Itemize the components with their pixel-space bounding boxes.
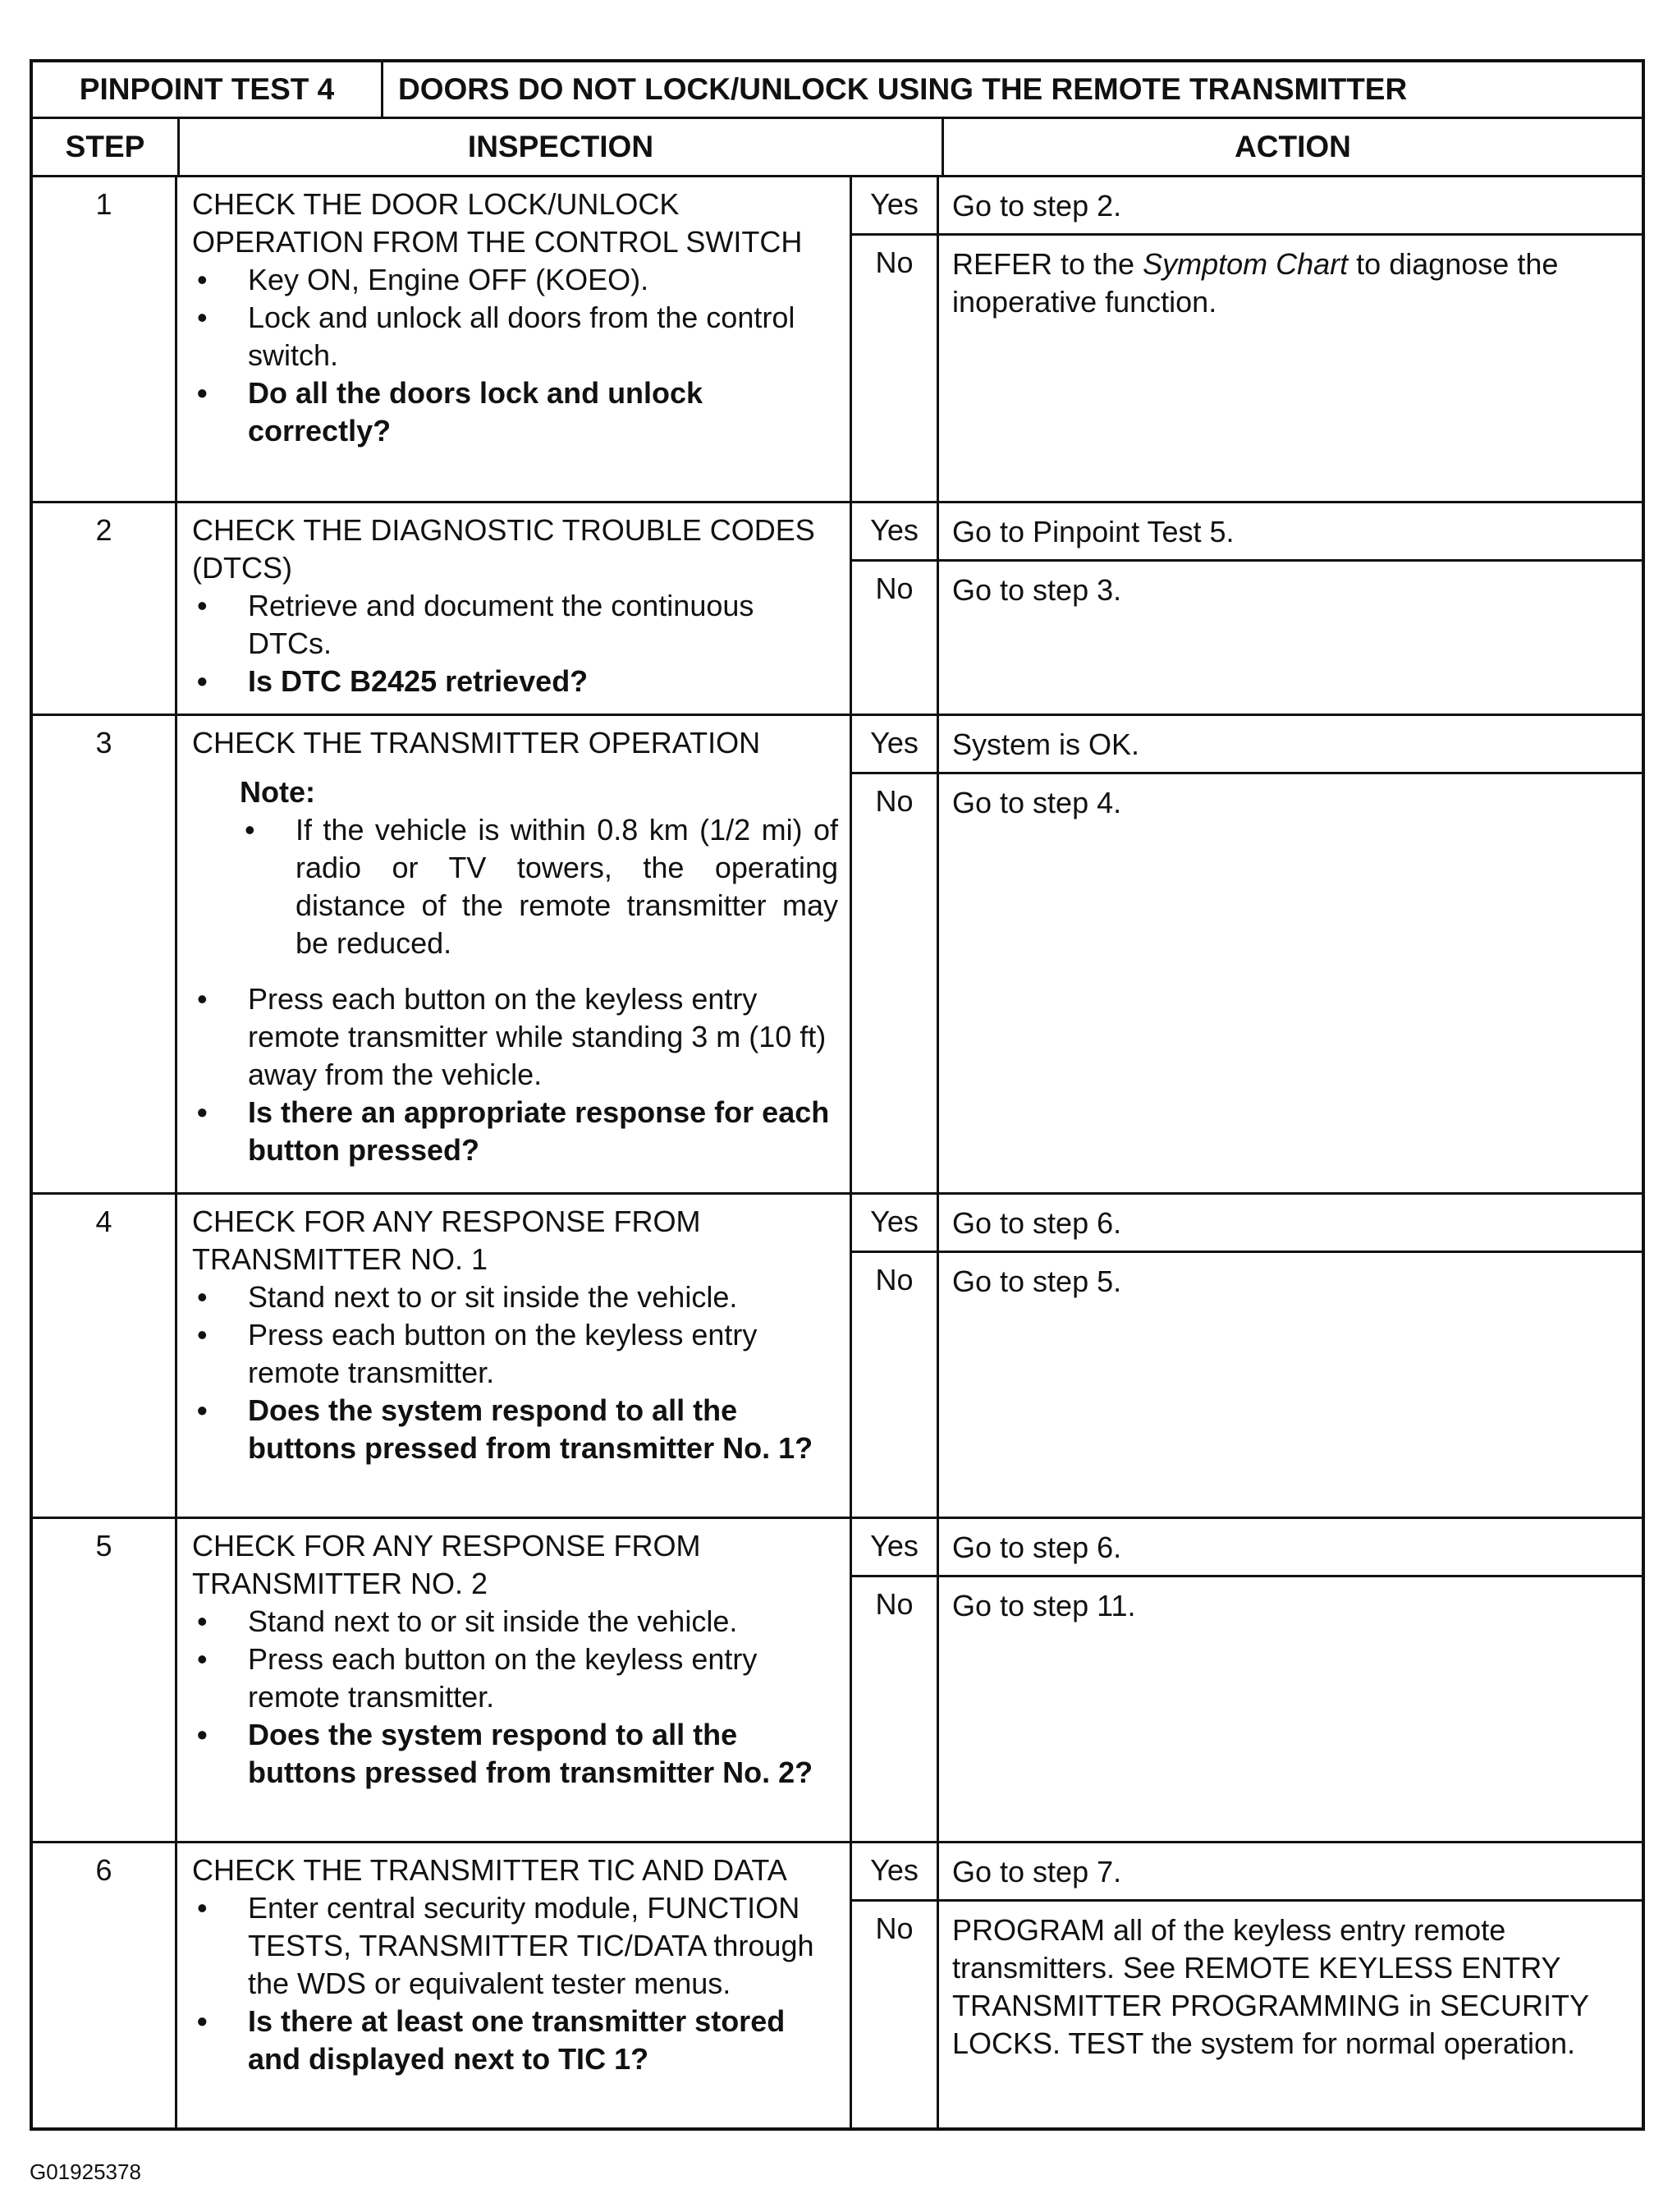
inspection-cell xyxy=(177,503,852,714)
yes-row xyxy=(852,1843,1642,1902)
note xyxy=(192,773,838,962)
bullet-icon: • xyxy=(197,1718,208,1751)
inspection-cell xyxy=(177,716,852,1192)
yes-action: System is OK. xyxy=(952,727,1140,761)
step-row xyxy=(33,1519,1642,1843)
yes-action: Go to Pinpoint Test 5. xyxy=(952,515,1235,548)
bullet-icon: • xyxy=(197,376,208,410)
list-item: • Stand next to or sit inside the vehicle. xyxy=(192,1278,838,1316)
step-number: 6 xyxy=(33,1843,177,2127)
yes-label: Yes xyxy=(852,716,939,772)
no-label: No xyxy=(852,236,939,501)
pinpoint-test-table xyxy=(30,59,1645,2131)
list-item: • Enter central security module, FUNCTION TESTS, TRANSMITTER TIC/DATA through the WDS or equivalent tester menus. xyxy=(192,1889,838,2003)
list-item: • Lock and unlock all doors from the control switch. xyxy=(192,299,838,374)
list-item: • Stand next to or sit inside the vehicle. xyxy=(192,1603,838,1641)
list-item: • Press each button on the keyless entry remote transmitter. xyxy=(192,1641,838,1716)
bullet-icon: • xyxy=(197,1642,208,1676)
figure-id: G01925378 xyxy=(30,2159,141,2184)
step-number: 5 xyxy=(33,1519,177,1841)
step-row xyxy=(33,177,1642,503)
inspection-cell xyxy=(177,177,852,501)
list-item: • Retrieve and document the continuous DTCs. xyxy=(192,587,838,663)
step-question: • Is there an appropriate response for each button pressed? xyxy=(192,1094,838,1169)
step-heading: CHECK FOR ANY RESPONSE FROM TRANSMITTER NO. 1 xyxy=(192,1205,701,1276)
header-step: STEP xyxy=(33,119,180,175)
note-title: Note: xyxy=(240,775,315,809)
yes-action: Go to step 6. xyxy=(952,1206,1122,1240)
list-item: • Press each button on the keyless entry remote transmitter. xyxy=(192,1316,838,1392)
no-action: PROGRAM all of the keyless entry remote transmitters. See REMOTE KEYLESS ENTRY TRANSMITTER PROGRAMMING in SECURITY LOCKS. TEST the system for normal operation. xyxy=(952,1913,1589,2060)
header-action: ACTION xyxy=(1235,130,1351,163)
bullet-icon: • xyxy=(197,589,208,622)
inspection-cell xyxy=(177,1519,852,1841)
step-question: • Is DTC B2425 retrieved? xyxy=(192,663,838,700)
bullet-icon: • xyxy=(197,1280,208,1314)
action-cell xyxy=(852,1195,1642,1517)
step-number: 2 xyxy=(33,503,177,714)
yes-label: Yes xyxy=(852,503,939,559)
no-action: Go to step 3. xyxy=(952,573,1122,607)
bullet-icon: • xyxy=(197,1318,208,1352)
no-action: Go to step 11. xyxy=(952,1589,1136,1622)
yes-label: Yes xyxy=(852,1843,939,1899)
yes-label: Yes xyxy=(852,1519,939,1575)
inspection-cell xyxy=(177,1195,852,1517)
step-question: • Is there at least one transmitter stored and displayed next to TIC 1? xyxy=(192,2003,838,2078)
step-row xyxy=(33,716,1642,1195)
bullet-icon: • xyxy=(197,2004,208,2038)
action-cell xyxy=(852,177,1642,501)
yes-action: Go to step 6. xyxy=(952,1531,1122,1564)
step-question: • Do all the doors lock and unlock correctly? xyxy=(192,374,838,450)
no-action: Go to step 4. xyxy=(952,786,1122,819)
yes-row xyxy=(852,1519,1642,1577)
no-row xyxy=(852,1902,1642,2127)
action-cell xyxy=(852,503,1642,714)
step-number: 1 xyxy=(33,177,177,501)
no-row xyxy=(852,774,1642,1192)
bullet-icon: • xyxy=(197,1095,208,1129)
yes-row xyxy=(852,716,1642,774)
no-row xyxy=(852,1253,1642,1517)
bullet-icon: • xyxy=(197,301,208,334)
header-inspection: INSPECTION xyxy=(180,119,944,175)
no-row xyxy=(852,236,1642,501)
step-row xyxy=(33,1843,1642,2127)
step-heading: CHECK THE DOOR LOCK/UNLOCK OPERATION FROM THE CONTROL SWITCH xyxy=(192,187,803,259)
no-label: No xyxy=(852,1577,939,1841)
bullet-icon: • xyxy=(197,982,208,1016)
yes-row xyxy=(852,503,1642,562)
bullet-icon: • xyxy=(197,1604,208,1638)
no-row xyxy=(852,562,1642,714)
bullet-icon: • xyxy=(197,664,208,698)
yes-action: Go to step 7. xyxy=(952,1855,1122,1888)
step-heading: CHECK THE TRANSMITTER OPERATION xyxy=(192,726,761,760)
bullet-icon: • xyxy=(245,813,255,847)
step-row xyxy=(33,503,1642,716)
action-cell xyxy=(852,1843,1642,2127)
inspection-cell xyxy=(177,1843,852,2127)
no-action: Go to step 5. xyxy=(952,1264,1122,1298)
no-row xyxy=(852,1577,1642,1841)
list-item: • Press each button on the keyless entry remote transmitter while standing 3 m (10 ft) away from the vehicle. xyxy=(192,980,838,1094)
step-question: • Does the system respond to all the buttons pressed from transmitter No. 2? xyxy=(192,1716,838,1792)
step-question: • Does the system respond to all the buttons pressed from transmitter No. 1? xyxy=(192,1392,838,1467)
note-item: • If the vehicle is within 0.8 km (1/2 mi) of radio or TV towers, the operating distance of the remote transmitter may be reduced. xyxy=(240,811,838,962)
step-heading: CHECK FOR ANY RESPONSE FROM TRANSMITTER NO. 2 xyxy=(192,1529,701,1600)
bullet-icon: • xyxy=(197,263,208,296)
column-headers xyxy=(33,119,1642,177)
yes-row xyxy=(852,177,1642,236)
step-number: 4 xyxy=(33,1195,177,1517)
yes-label: Yes xyxy=(852,177,939,233)
no-label: No xyxy=(852,562,939,714)
yes-row xyxy=(852,1195,1642,1253)
no-action: REFER to the Symptom Chart to diagnose the inoperative function. xyxy=(952,247,1559,319)
test-label: PINPOINT TEST 4 xyxy=(33,62,383,117)
action-cell xyxy=(852,716,1642,1192)
step-number: 3 xyxy=(33,716,177,1192)
yes-action: Go to step 2. xyxy=(952,189,1122,223)
yes-label: Yes xyxy=(852,1195,939,1251)
test-name: DOORS DO NOT LOCK/UNLOCK USING THE REMOTE TRANSMITTER xyxy=(398,72,1408,106)
action-cell xyxy=(852,1519,1642,1841)
no-label: No xyxy=(852,774,939,1192)
bullet-icon: • xyxy=(197,1393,208,1427)
bullet-icon: • xyxy=(197,1891,208,1925)
step-row xyxy=(33,1195,1642,1519)
no-label: No xyxy=(852,1902,939,2127)
step-heading: CHECK THE DIAGNOSTIC TROUBLE CODES (DTCS) xyxy=(192,513,815,585)
list-item: • Key ON, Engine OFF (KOEO). xyxy=(192,261,838,299)
title-row xyxy=(33,62,1642,119)
no-label: No xyxy=(852,1253,939,1517)
step-heading: CHECK THE TRANSMITTER TIC AND DATA xyxy=(192,1853,787,1887)
